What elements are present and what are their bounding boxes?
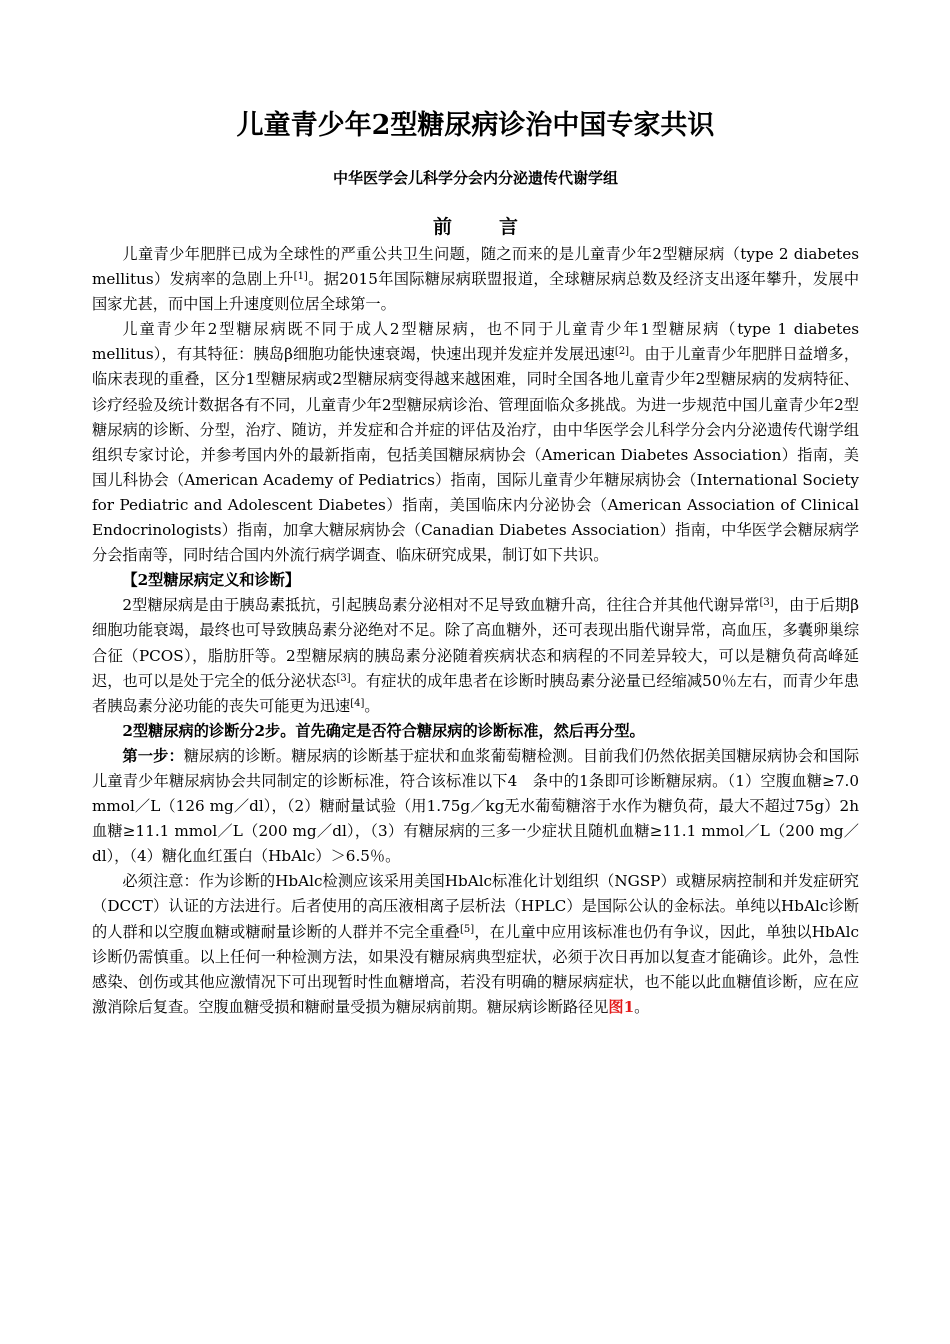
diagnosis-steps-summary: 2型糖尿病的诊断分2步。首先确定是否符合糖尿病的诊断标准，然后再分型。: [122, 721, 645, 740]
paragraph-1: [92, 242, 859, 317]
paragraph-text: 必须注意：作为诊断的HbAlc检测应该采用美国HbAlc标准化计划组织（NGSP）或糖尿病控制和并发症研究（DCCT）认证的方法进行。后者使用的高压液相离子层析法（HPLC）是国际公认的金标法。单纯以HbAlc诊断的人群和以空腹血糖或糖耐量诊断的人群并不完全重叠: [92, 872, 859, 941]
paragraph-text: 。有症状的成年患者在诊断时胰岛素分泌量已经缩减50％左右，而青少年患者胰岛素分泌功能的丧失可能更为迅速: [92, 671, 860, 715]
paragraph-text: 糖尿病的诊断。糖尿病的诊断基于症状和血浆葡萄糖检测。目前我们仍然依据美国糖尿病协会和国际儿童青少年糖尿病协会共同制定的诊断标准，符合该标准以下4 条中的1条即可诊断糖尿病。（1）空腹血糖≥7.0 mmol／L（126 mg／dl），（2）糖耐量试验（用1.75g／kg无水葡萄糖溶于水作为糖负荷，最大不超过75g）2h血糖≥11.1 mmol／L（200 mg／dl），（3）有糖尿病的三多一少症状且随机血糖≥11.1 mmol／L（200 mg／dl），（4）糖化血红蛋白（HbAlc）＞6.5％。: [92, 746, 860, 866]
paragraph-6: [92, 744, 859, 869]
citation-ref[interactable]: [5]: [460, 923, 475, 935]
author-group: 中华医学会儿科学分会内分泌遗传代谢学组: [332, 169, 618, 187]
figure-1-link[interactable]: 图1: [608, 997, 635, 1016]
paragraph-7: [92, 869, 859, 1020]
paragraph-text: ，在儿童中应用该标准也仍有争议，因此，单独以HbAlc诊断仍需慎重。以上任何一种检测方法，如果没有糖尿病典型症状，必须于次日再加以复查才能确诊。此外，急性感染、创伤或其他应激情况下可出现暂时性血糖增高，若没有明确的糖尿病症状，也不能以此血糖值诊断，应在应激消除后复查。空腹血糖受损和糖耐量受损为糖尿病前期。糖尿病诊断路径见: [92, 922, 859, 1016]
citation-ref[interactable]: [2]: [614, 346, 630, 358]
paragraph-text: 。由于儿童青少年肥胖日益增多，临床表现的重叠，区分1型糖尿病或2型糖尿病变得越来越困难，同时全国各地儿童青少年2型糖尿病的发病特征、诊疗经验及统计数据各有不同，儿童青少年2型糖尿病诊治、管理面临众多挑战。为进一步规范中国儿童青少年2型糖尿病的诊断、分型，治疗、随访，并发症和合并症的评估及治疗，由中华医学会儿科学分会内分泌遗传代谢学组组织专家讨论，并参考国内外的最新指南，包括美国糖尿病协会（American Diabetes Association）指南，美国儿科协会（American Academy of Pediatrics）指南，国际儿童青少年糖尿病协会（International Society for Pediatric and Adolescent Diabetes）指南，美国临床内分泌协会（American Association of Clinical Endocrinologists）指南，加拿大糖尿病协会（Canadian Diabetes Association）指南，中华医学会糖尿病学分会指南等，同时结合国内外流行病学调查、临床研究成果，制订如下共识。: [92, 345, 860, 565]
paragraph-text: 。据2015年国际糖尿病联盟报道，全球糖尿病总数及经济支出逐年攀升，发展中国家尤甚，而中国上升速度则位居全球第一。: [92, 270, 860, 314]
subsection-heading: 【2型糖尿病定义和诊断】: [122, 571, 301, 590]
step-one-label: 第一步：: [122, 746, 184, 765]
paragraph-text: ，由于后期β细胞功能衰竭，最终也可导致胰岛素分泌绝对不足。除了高血糖外，还可表现出脂代谢异常，高血压，多囊卵巢综合征（PCOS），脂肪肝等。2型糖尿病的胰岛素分泌随着疾病状态和病程的不同差异较大，可以是糖负荷高峰延迟，也可以是处于完全的低分泌状态: [92, 596, 859, 690]
section-title-preface: 前 言: [432, 216, 532, 238]
paragraph-2: [92, 317, 859, 568]
paragraph-text: 2型糖尿病是由于胰岛素抵抗，引起胰岛素分泌相对不足导致血糖升高，往往合并其他代谢异常: [122, 596, 760, 615]
document-title: 儿童青少年2型糖尿病诊治中国专家共识: [236, 110, 715, 141]
paragraph-text: 儿童青少年2型糖尿病既不同于成人2型糖尿病，也不同于儿童青少年1型糖尿病（type 1 diabetes mellitus），有其特征：胰岛β细胞功能快速衰竭，快速出现并发症并发展迅速: [92, 320, 859, 364]
citation-ref[interactable]: [3]: [336, 672, 351, 684]
paragraph-text: 儿童青少年肥胖已成为全球性的严重公共卫生问题，随之而来的是儿童青少年2型糖尿病（type 2 diabetes mellitus）发病率的急剧上升: [92, 245, 859, 289]
paragraph-text: 。: [634, 997, 650, 1016]
citation-ref[interactable]: [4]: [350, 697, 365, 709]
paragraph-4: [92, 593, 859, 718]
citation-ref[interactable]: [3]: [759, 597, 774, 609]
paragraph-text: 。: [364, 696, 380, 715]
citation-ref[interactable]: [1]: [293, 271, 308, 283]
document-page: [92, 0, 859, 1020]
